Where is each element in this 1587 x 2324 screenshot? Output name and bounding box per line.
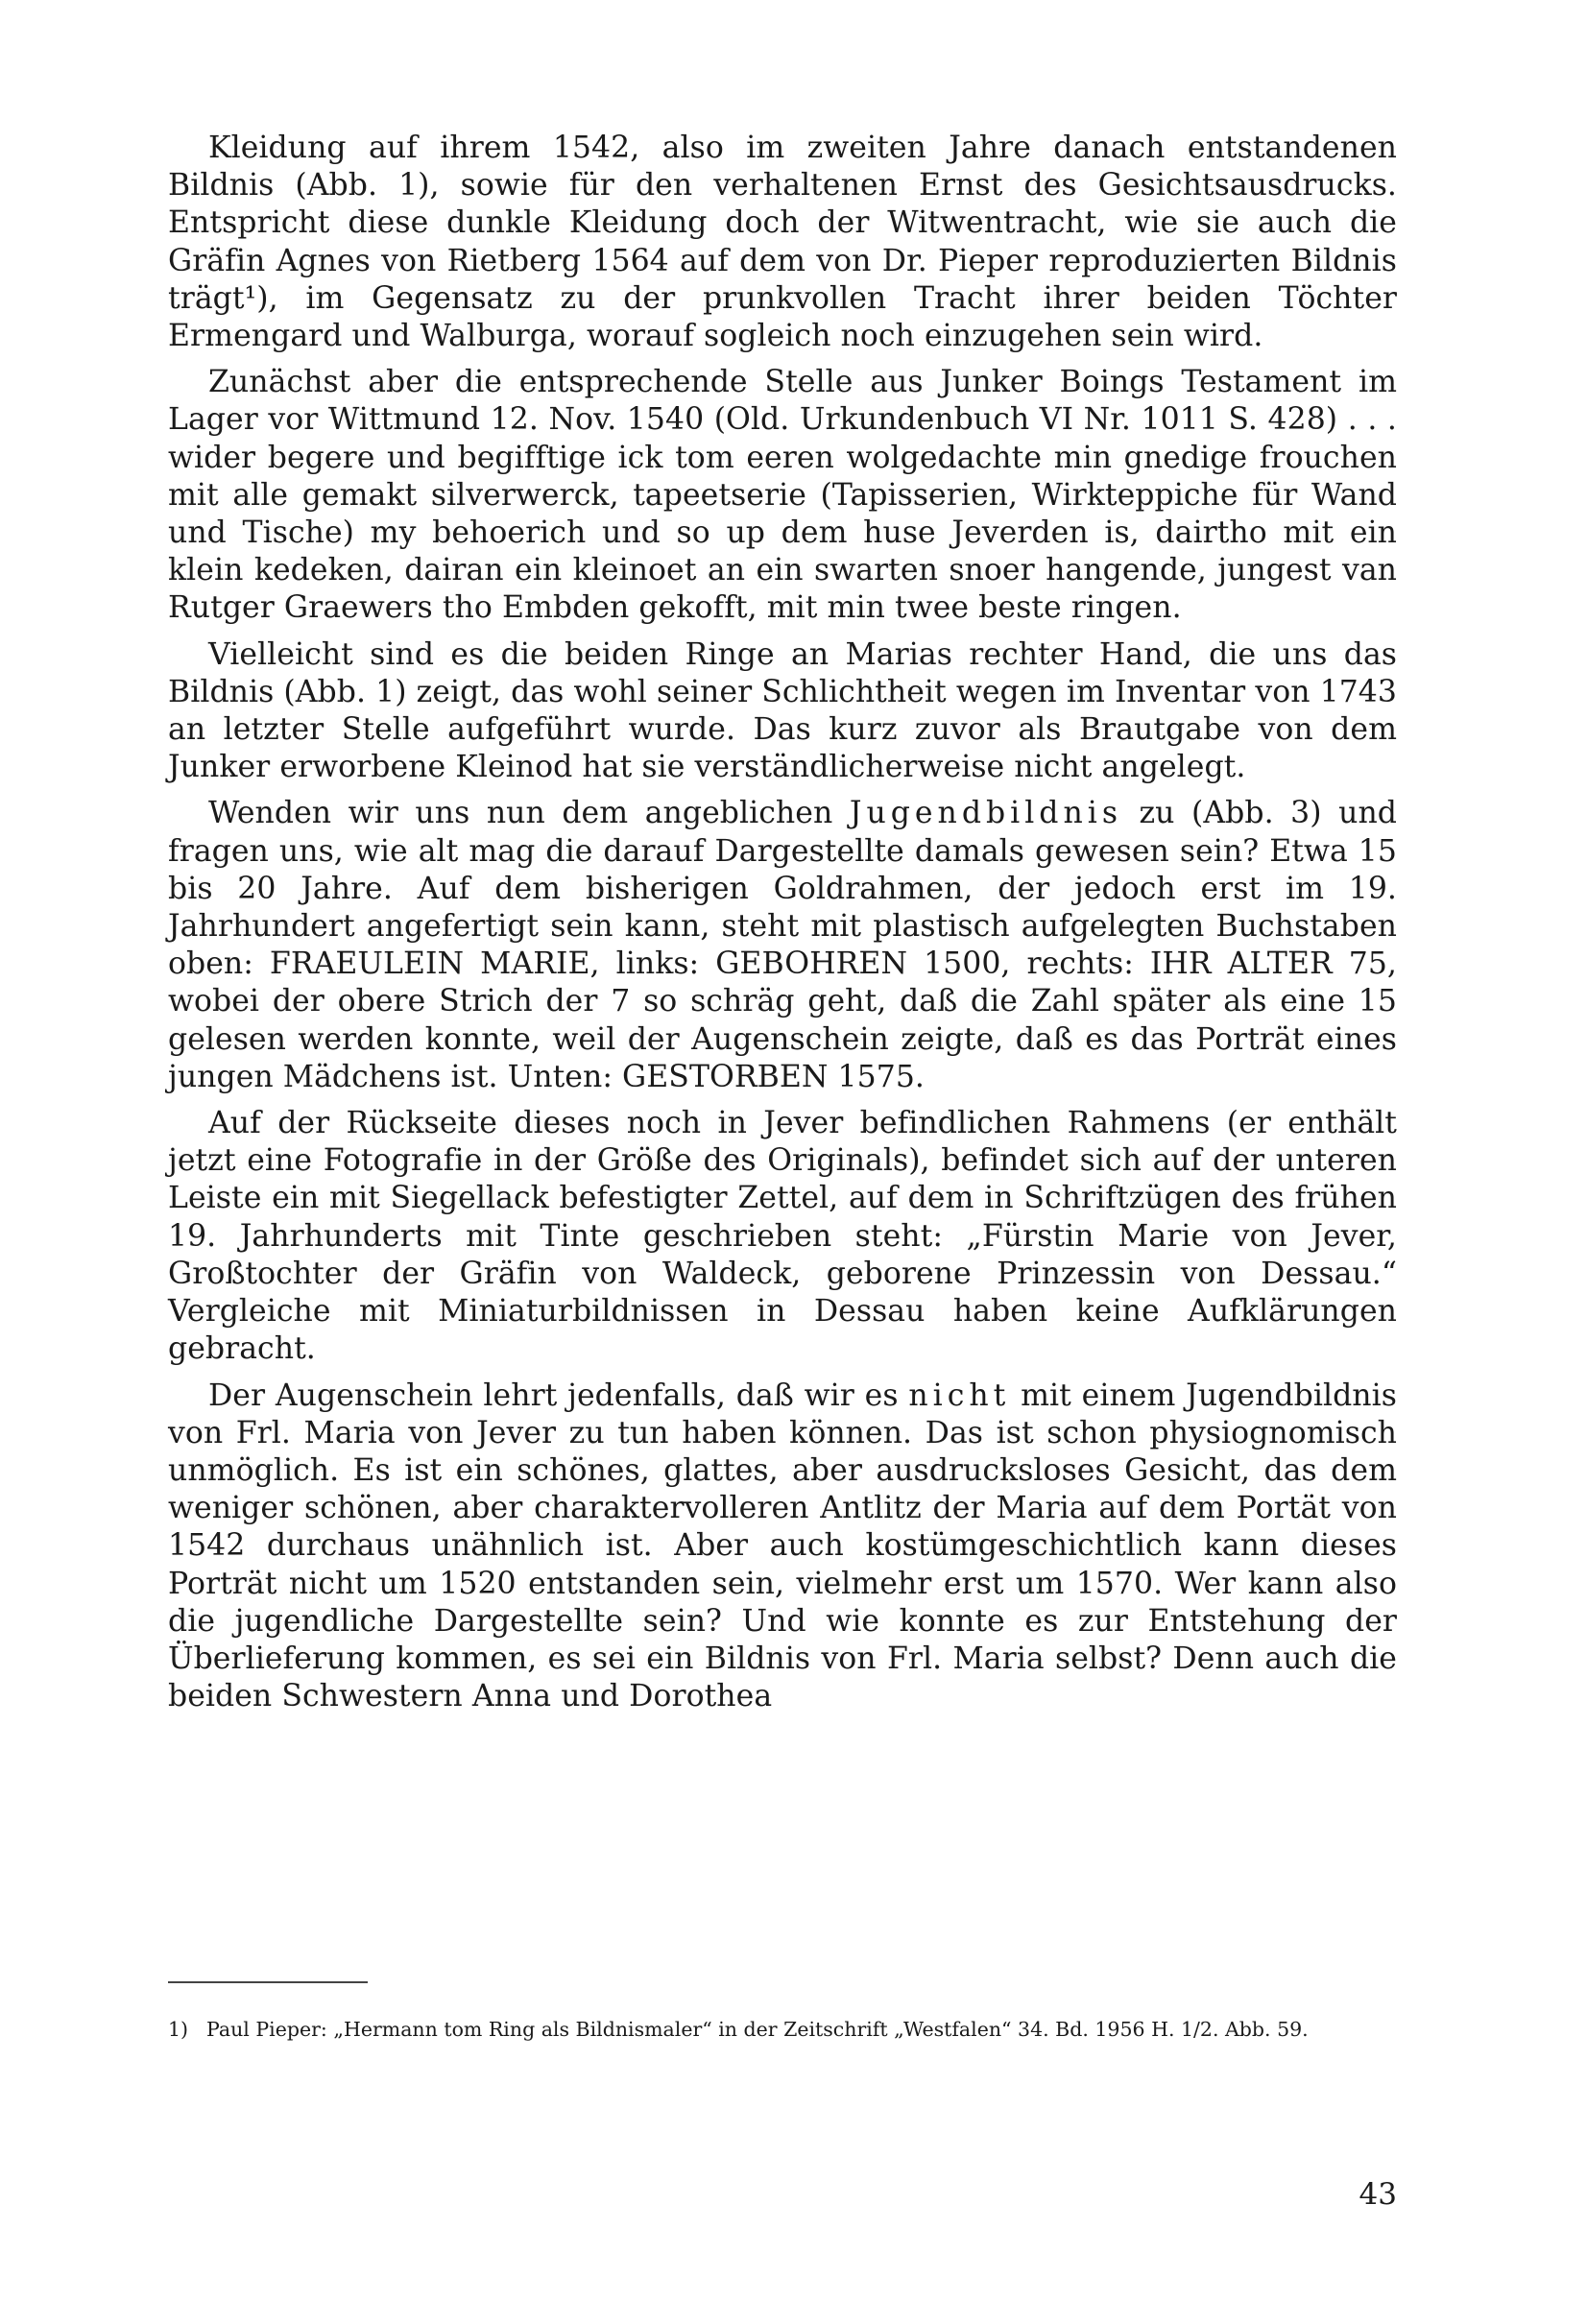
footnote-separator bbox=[168, 1981, 368, 1983]
footnote bbox=[168, 2016, 1397, 2043]
text-run: Auf der Rückseite dieses noch in Jever befindlichen Rahmens (er enthält jetzt eine Fotografie in der Größe des Originals), befindet sich auf der unteren Leiste ein mit Siegellack befestigter Zettel, auf dem in Schriftzügen des frühen 19. Jahrhunderts mit Tinte geschrieben steht: „Fürstin Marie von Jever, Großtochter der Gräfin von Waldeck, geborene Prinzessin von Dessau.“ Vergleiche mit Miniaturbildnissen in Dessau haben keine Aufklärungen gebracht. bbox=[168, 1106, 1397, 1367]
footnotes bbox=[168, 2016, 1397, 2043]
page-number: 43 bbox=[1359, 2177, 1397, 2212]
text-run: Vielleicht sind es die beiden Ringe an Marias rechter Hand, die uns das Bildnis (Abb. 1) zeigt, das wohl seiner Schlichtheit wegen im Inventar von 1743 an letzter Stelle aufgeführt wurde. Das kurz zuvor als Brautgabe von dem Junker erworbene Kleinod hat sie verständlicherweise nicht angelegt. bbox=[168, 636, 1397, 785]
paragraph bbox=[168, 1105, 1397, 1368]
paragraph bbox=[168, 795, 1397, 1096]
spaced-emphasis: nicht bbox=[908, 1378, 1011, 1413]
text-run: mit einem Jugendbildnis von Frl. Maria von Jever zu tun haben können. Das ist schon physiognomisch unmöglich. Es ist ein schönes, glattes, aber ausdrucksloses Gesicht, das dem weniger schönen, aber charaktervolleren Antlitz der Maria auf dem Portät von 1542 durchaus unähnlich ist. Aber auch kostümgeschichtlich kann dieses Porträt nicht um 1520 entstanden sein, vielmehr erst um 1570. Wer kann also die jugendliche Dargestellte sein? Und wie konnte es zur Entstehung der Überlieferung kommen, es sei ein Bildnis von Frl. Maria selbst? Denn auch die beiden Schwestern Anna und Dorothea bbox=[168, 1378, 1397, 1714]
footnote-number: 1) bbox=[168, 2018, 189, 2041]
text-run: Kleidung auf ihrem 1542, also im zweiten Jahre danach entstandenen Bildnis (Abb. 1), sowie für den verhaltenen Ernst des Gesichtsausdrucks. Entspricht diese dunkle Kleidung doch der Witwentracht, wie sie auch die Gräfin Agnes von Rietberg 1564 auf dem von Dr. Pieper reproduzierten Bildnis trägt¹), im Gegensatz zu der prunkvollen Tracht ihrer beiden Töchter Ermengard und Walburga, worauf sogleich noch einzugehen sein wird. bbox=[168, 131, 1397, 354]
paragraph bbox=[168, 364, 1397, 627]
text-run: Zunächst aber die entsprechende Stelle aus Junker Boings Testament im Lager vor Wittmund 12. Nov. 1540 (Old. Urkundenbuch VI Nr. 1011 S. 428) . . . wider begere und begifftige ick tom eeren wolgedachte min gnedige frouchen mit alle gemakt silverwerck, tapeetserie (Tapisserien, Wirkteppiche für Wand und Tische) my behoerich und so up dem huse Jeverden is, dairtho mit ein klein kedeken, dairan ein kleinoet an ein swarten snoer hangende, jungest van Rutger Graewers tho Embden gekofft, mit min twee beste ringen. bbox=[168, 365, 1397, 626]
paragraph bbox=[168, 636, 1397, 787]
spaced-emphasis: Jugendbildnis bbox=[849, 796, 1122, 831]
text-run: zu (Abb. 3) und fragen uns, wie alt mag die darauf Dargestellte damals gewesen sein? Etwa 15 bis 20 Jahre. Auf dem bisherigen Goldrahmen, der jedoch erst im 19. Jahrhundert angefertigt sein kann, steht mit plastisch aufgelegten Buchstaben oben: FRAEULEIN MARIE, links: GEBOHREN 1500, rechts: IHR ALTER 75, wobei der obere Strich der 7 so schräg geht, daß die Zahl später als eine 15 gelesen werden konnte, weil der Augenschein zeigte, daß es das Porträt eines jungen Mädchens ist. Unten: GESTORBEN 1575. bbox=[168, 796, 1398, 1094]
text-run: Der Augenschein lehrt jedenfalls, daß wir es bbox=[208, 1378, 909, 1413]
body-text bbox=[168, 130, 1397, 1715]
footnote-text: Paul Pieper: „Hermann tom Ring als Bildnismaler“ in der Zeitschrift „Westfalen“ 34. Bd. 1956 H. 1/2. Abb. 59. bbox=[206, 2018, 1309, 2041]
paragraph bbox=[168, 130, 1397, 355]
book-page bbox=[168, 130, 1397, 2280]
text-run: Wenden wir uns nun dem angeblichen bbox=[208, 796, 850, 831]
paragraph bbox=[168, 1378, 1397, 1716]
